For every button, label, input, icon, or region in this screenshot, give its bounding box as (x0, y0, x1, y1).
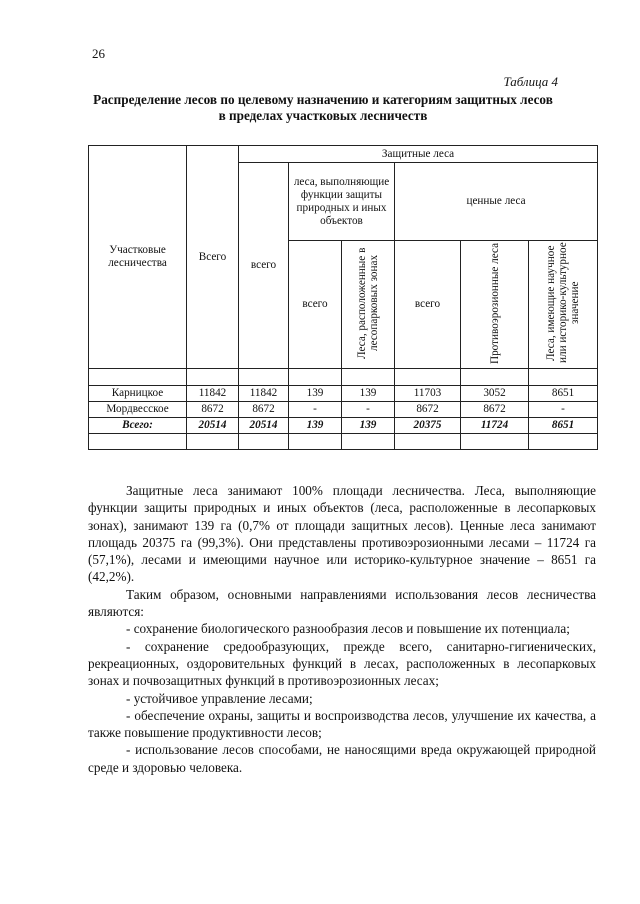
total-row (89, 418, 598, 434)
list-item: - обеспечение охраны, защиты и воспроизводства лесов, улучшение их качества, а также повышение продуктивности лесов; (88, 707, 596, 741)
row-name: Мордвесское (89, 402, 187, 418)
row-value: 11703 (395, 386, 461, 402)
row-value: - (289, 402, 342, 418)
total-value: 8651 (529, 418, 598, 434)
row-value: 8672 (461, 402, 529, 418)
table-row (89, 386, 598, 402)
total-value: 139 (342, 418, 395, 434)
header-functions-all: всего (289, 241, 342, 369)
total-value: 11724 (461, 418, 529, 434)
table-caption: Таблица 4 (503, 74, 558, 89)
table-row (89, 402, 598, 418)
header-scientific-cell (529, 241, 598, 369)
list-item: - использование лесов способами, не наносящими вреда окружающей природной среде и здоровью человека. (88, 742, 596, 775)
row-value: - (529, 402, 598, 418)
spacer-row (89, 434, 598, 450)
header-total: Всего (187, 146, 239, 369)
row-value: 139 (289, 386, 342, 402)
row-name: Карницкое (89, 386, 187, 402)
row-value: 3052 (461, 386, 529, 402)
row-value: 11842 (187, 386, 239, 402)
table-title: Распределение лесов по целевому назначению и категориям защитных лесов в пределах участковых лесничеств (93, 92, 553, 123)
paragraph: Таким образом, основными направлениями использования лесов лесничества являются: (88, 586, 596, 620)
forest-distribution-table (88, 145, 598, 450)
list-item: - устойчивое управление лесами; (126, 690, 313, 706)
header-functions: леса, выполняющие функции защиты природных и иных объектов (289, 163, 395, 241)
header-scientific: Леса, имеющие научное или историко-культурное значение (545, 242, 582, 363)
header-protective-all: всего (239, 163, 289, 369)
header-erosion: Противоэрозионные леса (488, 241, 501, 364)
row-value: 139 (342, 386, 395, 402)
header-parks: Леса, расположенные в лесопарковых зонах (356, 246, 380, 359)
paragraph: Защитные леса занимают 100% площади лесничества. Леса, выполняющие функции защиты природных и иных объектов (леса, расположенные в лесопарковых зонах), занимают 139 га (0,7% от площади защитных лесов). Ценные леса занимают площадь 20375 га (99,3%). Они представлены противоэрозионными лесами – 11724 га (57,1%), лесами и имеющими научное или историко-культурное значение – 8651 га (42,2%). (88, 483, 596, 585)
row-value: 8672 (395, 402, 461, 418)
header-erosion-cell (461, 241, 529, 369)
header-protective: Защитные леса (239, 146, 598, 163)
header-parks-cell (342, 241, 395, 369)
row-value: 8672 (239, 402, 289, 418)
list-item: - сохранение средообразующих, прежде всего, санитарно-гигиенических, рекреационных, оздоровительных функций в лесах, расположенных в лесопарковых зонах и почвозащитных функций в противоэрозионных лесах; (88, 638, 596, 689)
total-label: Всего: (89, 418, 187, 434)
spacer-row (89, 369, 598, 386)
total-value: 20375 (395, 418, 461, 434)
body-text (88, 482, 596, 776)
row-value: 8672 (187, 402, 239, 418)
total-value: 20514 (187, 418, 239, 434)
header-valuable: ценные леса (395, 163, 598, 241)
row-value: - (342, 402, 395, 418)
total-value: 20514 (239, 418, 289, 434)
total-value: 139 (289, 418, 342, 434)
row-value: 8651 (529, 386, 598, 402)
row-value: 11842 (239, 386, 289, 402)
page-number: 26 (92, 46, 105, 61)
header-forestry: Участковые лесничества (89, 146, 187, 369)
header-valuable-all: всего (395, 241, 461, 369)
list-item: - сохранение биологического разнообразия лесов и повышение их потенциала; (126, 621, 570, 637)
